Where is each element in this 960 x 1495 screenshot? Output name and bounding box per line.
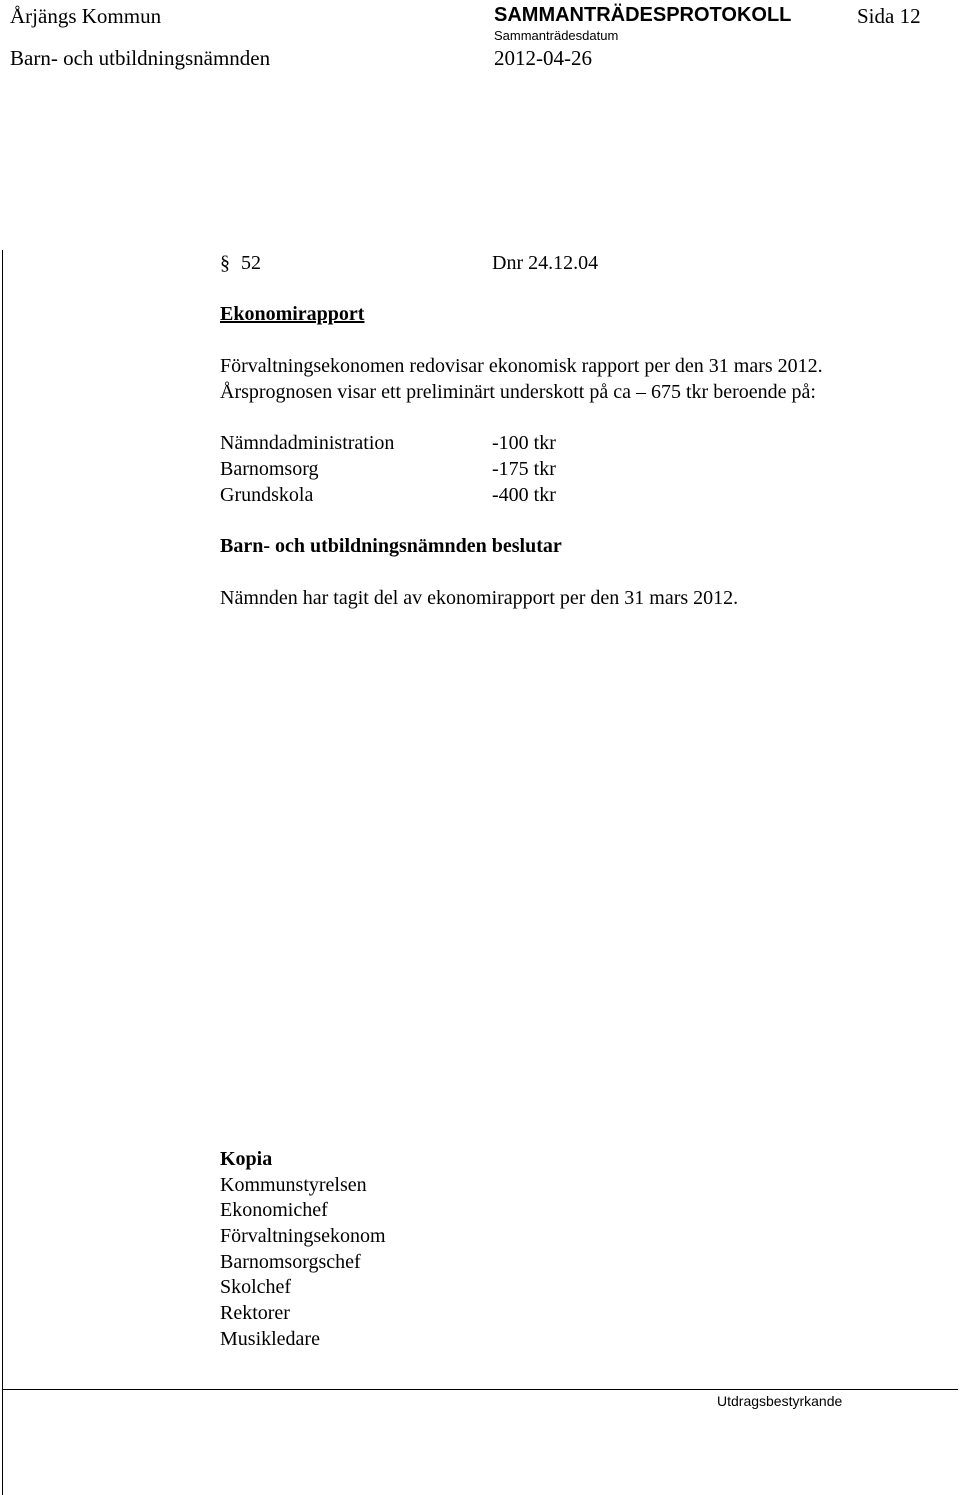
breakdown-row (220, 456, 556, 482)
footer-divider-line (2, 1389, 958, 1390)
breakdown-amount: -400 tkr (492, 484, 556, 506)
decision-text: Nämnden har tagit del av ekonomirapport per den 31 mars 2012. (220, 587, 739, 609)
copy-recipient: Barnomsorgschef (220, 1250, 361, 1273)
meeting-date: 2012-04-26 (494, 46, 592, 70)
paragraph-forecast: Årsprognosen visar ett preliminärt underskott på ca – 675 tkr beroende på: (220, 381, 816, 403)
copy-recipient: Skolchef (220, 1276, 292, 1299)
left-margin-line (2, 250, 3, 1495)
section-mark: § (220, 252, 230, 274)
department-name: Barn- och utbildningsnämnden (10, 46, 271, 70)
decision-heading: Barn- och utbildningsnämnden beslutar (220, 535, 562, 557)
breakdown-amount: -175 tkr (492, 458, 556, 480)
document-type: SAMMANTRÄDESPROTOKOLL (494, 4, 792, 26)
copy-recipient: Ekonomichef (220, 1199, 328, 1222)
copy-recipient: Kommunstyrelsen (220, 1173, 367, 1196)
copy-recipient: Rektorer (220, 1302, 290, 1325)
breakdown-row (220, 482, 556, 508)
copy-recipient: Musikledare (220, 1327, 320, 1350)
diary-number: Dnr 24.12.04 (492, 252, 599, 274)
copy-heading: Kopia (220, 1148, 273, 1170)
breakdown-amount: -100 tkr (492, 432, 556, 454)
breakdown-category: Grundskola (220, 484, 314, 506)
organization-name: Årjängs Kommun (10, 4, 162, 28)
section-title: Ekonomirapport (220, 303, 365, 325)
paragraph-report: Förvaltningsekonomen redovisar ekonomisk rapport per den 31 mars 2012. (220, 355, 823, 377)
page-number: Sida 12 (857, 4, 921, 28)
breakdown-row (220, 430, 556, 456)
copy-recipient: Förvaltningsekonom (220, 1225, 386, 1248)
breakdown-category: Nämndadministration (220, 432, 395, 454)
date-caption: Sammanträdesdatum (494, 28, 619, 43)
attestation-label: Utdragsbestyrkande (717, 1393, 843, 1409)
section-number: 52 (241, 252, 261, 274)
section-number-row (220, 252, 261, 275)
breakdown-category: Barnomsorg (220, 458, 319, 480)
copy-list (220, 1146, 386, 1352)
deficit-breakdown (220, 430, 556, 508)
